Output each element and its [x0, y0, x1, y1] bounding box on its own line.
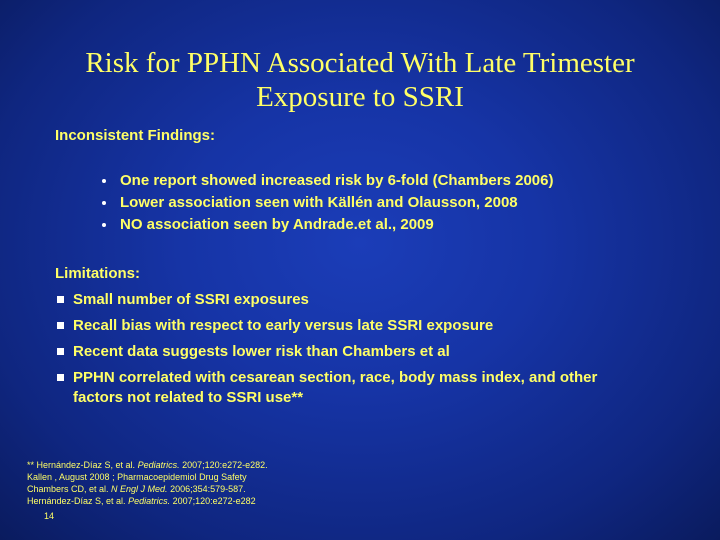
limitation-text: Recall bias with respect to early versus late SSRI exposure — [73, 317, 494, 334]
finding-text: NO association seen by Andrade.et al., 2009 — [120, 216, 434, 233]
reference-citation: 2006;354:579-587. — [167, 484, 246, 494]
reference-citation: 2007;120:e272-e282. — [179, 460, 268, 470]
references — [27, 459, 268, 507]
list-item — [57, 368, 647, 408]
bullet-dot-icon — [102, 223, 106, 227]
inconsistent-findings-heading: Inconsistent Findings: — [55, 127, 215, 144]
reference-journal: Pediatrics. — [137, 460, 180, 470]
limitations-list — [57, 290, 647, 414]
reference-line — [27, 483, 268, 495]
bullet-square-icon — [57, 348, 64, 355]
reference-authors: Chambers CD, et al. — [27, 484, 112, 494]
limitations-heading: Limitations: — [55, 265, 140, 282]
list-item — [100, 192, 553, 214]
reference-journal: N Engl J Med. — [111, 484, 168, 494]
limitation-text: Recent data suggests lower risk than Chambers et al — [73, 343, 450, 360]
reference-line — [27, 495, 268, 507]
limitation-text: Small number of SSRI exposures — [73, 291, 309, 308]
slide-title-line-1: Risk for PPHN Associated With Late Trimester — [85, 47, 635, 79]
limitation-text: PPHN correlated with cesarean section, race, body mass index, and other factors not related to SSRI use** — [73, 369, 598, 406]
list-item — [57, 316, 647, 336]
slide-title — [30, 46, 690, 114]
slide-title-line-2: Exposure to SSRI — [256, 81, 464, 113]
bullet-square-icon — [57, 296, 64, 303]
bullet-square-icon — [57, 374, 64, 381]
finding-text: One report showed increased risk by 6-fold (Chambers 2006) — [120, 172, 554, 189]
reference-line: Kallen , August 2008 ; Pharmacoepidemiol Drug Safety — [27, 472, 247, 482]
list-item — [100, 170, 553, 192]
bullet-square-icon — [57, 322, 64, 329]
finding-text: Lower association seen with Källén and Olausson, 2008 — [120, 194, 518, 211]
reference-authors: ** Hernández-Díaz S, et al. — [27, 460, 138, 470]
reference-journal: Pediatrics. — [128, 496, 171, 506]
reference-citation: 2007;120:e272-e282 — [170, 496, 256, 506]
bullet-dot-icon — [102, 179, 106, 183]
page-number: 14 — [44, 511, 55, 521]
list-item — [57, 342, 647, 362]
reference-line — [27, 459, 268, 471]
list-item — [100, 214, 553, 236]
bullet-dot-icon — [102, 201, 106, 205]
findings-list — [100, 170, 553, 236]
list-item — [57, 290, 647, 310]
reference-authors: Hernández-Díaz S, et al. — [27, 496, 129, 506]
